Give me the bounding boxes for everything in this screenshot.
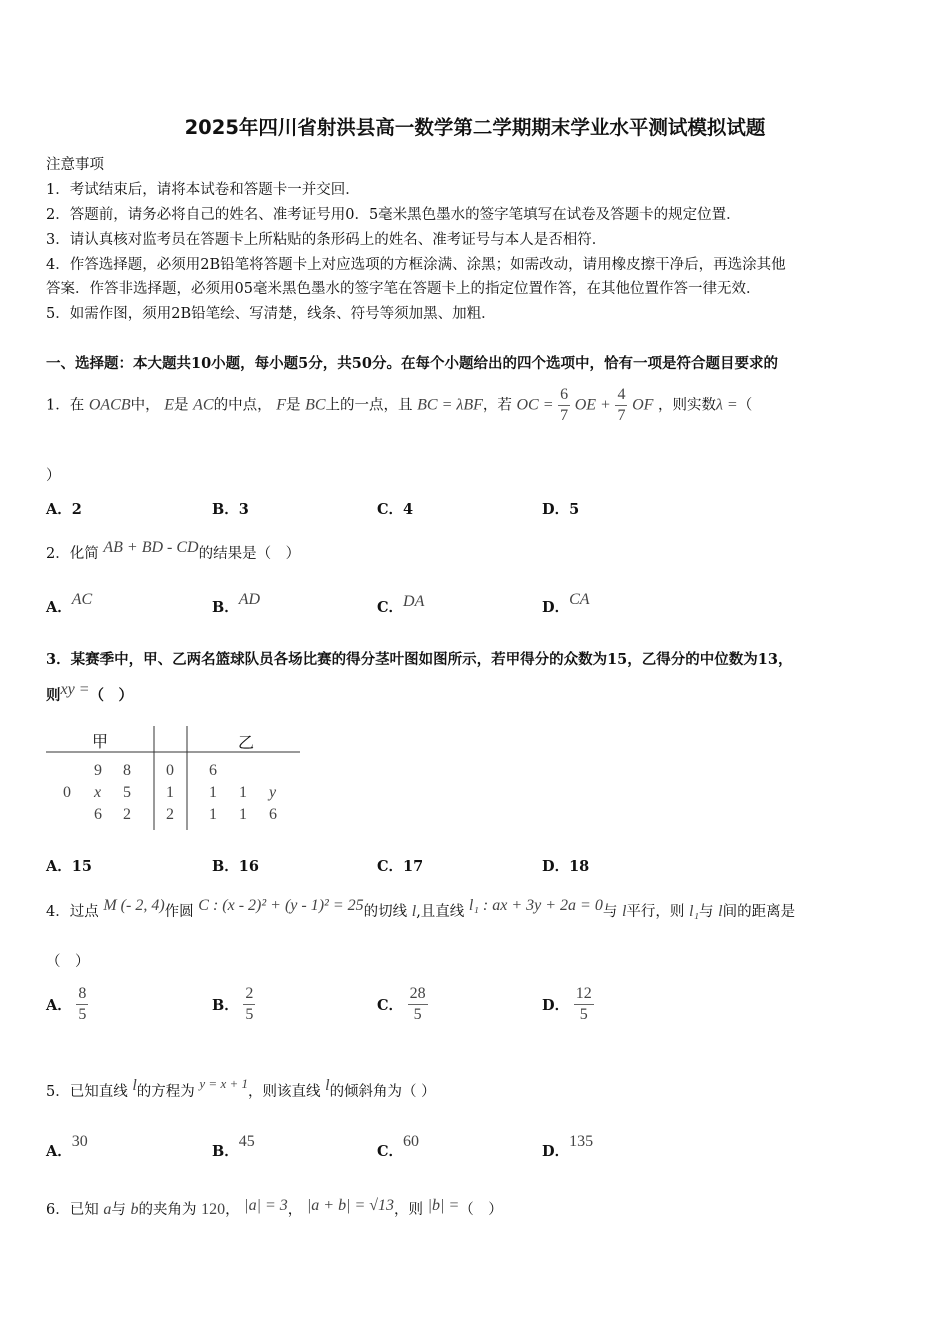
leaf: 0 — [63, 784, 71, 801]
header-jia: 甲 — [92, 732, 109, 751]
leaf: 5 — [123, 784, 131, 801]
fraction-6-7: $\frac{6}{7}$ — [560, 386, 569, 424]
question-3-cont: 则xy =（ ） — [46, 681, 133, 704]
note-item: 1．考试结束后，请将本试卷和答题卡一并交回． — [46, 182, 360, 198]
q1-option-a[interactable]: A．2 — [46, 501, 82, 518]
q5-option-c[interactable]: C．60 — [377, 1133, 420, 1160]
question-6: 6．已知 a与 b的夹角为 120， |a| = 3， |a + b| = √13，则 |b| =（ ） — [46, 1197, 503, 1218]
stem: 0 — [166, 762, 174, 779]
note-item: 答案．作答非选择题，必须用05毫米黑色墨水的签字笔在答题卡上的指定位置作答，在其他位置作答一律无效． — [46, 281, 761, 297]
question-1: 1．在 OACB中， E是 AC的中点， F是 BC上的一点，且 BC = λBF，若 OC = $\frac{6}{7}$ OE + $\frac{4}{7}$ OF ，则实数λ =（ — [46, 386, 753, 424]
stem: 2 — [166, 806, 174, 823]
section-heading: 一、选择题：本大题共10小题，每小题5分，共50分。在每个小题给出的四个选项中，恰有一项是符合题目要求的 — [46, 355, 778, 372]
leaf: 1 — [239, 806, 247, 823]
q1-option-c[interactable]: C．4 — [377, 501, 414, 518]
question-3: 3．某赛季中，甲、乙两名篮球队员各场比赛的得分茎叶图如图所示，若甲得分的众数为15，乙得分的中位数为13， — [46, 651, 793, 668]
q4-option-b[interactable]: B． $\frac{2}{5}$ — [212, 985, 254, 1023]
question-2: 2．化简 AB + BD - CD的结果是（ ） — [46, 539, 301, 562]
question-4: 4．过点 M (- 2, 4)作圆 C : (x - 2)² + (y - 1)² = 25的切线 l,且直线 l₁ : ax + 3y + 2a = 0与 l平行，则 l₁与 l间的距离是 — [46, 897, 796, 920]
note-item: 4．作答选择题，必须用2B铅笔将答题卡上对应选项的方框涂满、涂黑；如需改动，请用橡皮擦干净后，再选涂其他 — [46, 257, 786, 273]
leaf: 8 — [123, 762, 131, 779]
note-item: 5．如需作图，须用2B铅笔绘、写清楚，线条、符号等须加黑、加粗． — [46, 306, 496, 322]
q2-option-b[interactable]: B．AD — [212, 591, 261, 616]
leaf-x: x — [94, 784, 102, 801]
leaf: 1 — [209, 784, 217, 801]
q5-option-a[interactable]: A．30 — [46, 1133, 88, 1160]
note-item: 2．答题前，请务必将自己的姓名、准考证号用0．5毫米黑色墨水的签字笔填写在试卷及答题卡的规定位置． — [46, 207, 741, 223]
header-yi: 乙 — [238, 733, 255, 752]
q1-option-d[interactable]: D．5 — [542, 501, 580, 518]
q1-option-b[interactable]: B．3 — [212, 501, 249, 518]
q2-option-a[interactable]: A．AC — [46, 591, 93, 616]
q3-option-c[interactable]: C．17 — [377, 858, 424, 875]
q3-option-a[interactable]: A．15 — [46, 858, 92, 875]
q1-close-paren: ） — [46, 468, 61, 484]
page-title: 2025年四川省射洪县高一数学第二学期期末学业水平测试模拟试题 — [184, 116, 766, 139]
q4-option-d[interactable]: D． $\frac{12}{5}$ — [542, 985, 592, 1023]
note-item: 3．请认真核对监考员在答题卡上所粘贴的条形码上的姓名、准考证号与本人是否相符． — [46, 232, 607, 248]
q2-option-c[interactable]: C．DA — [377, 593, 425, 616]
q1-number: 1． — [46, 397, 70, 414]
stem: 1 — [166, 784, 174, 801]
leaf: 1 — [239, 784, 247, 801]
leaf: 2 — [123, 806, 131, 823]
q3-option-b[interactable]: B．16 — [212, 858, 259, 875]
q4-option-a[interactable]: A． $\frac{8}{5}$ — [46, 985, 87, 1023]
q5-option-b[interactable]: B．45 — [212, 1133, 255, 1160]
q3-option-d[interactable]: D．18 — [542, 858, 590, 875]
leaf-y: y — [269, 784, 277, 801]
leaf: 6 — [269, 806, 277, 823]
stem-leaf-plot — [46, 726, 300, 830]
leaf: 6 — [209, 762, 217, 779]
leaf: 6 — [94, 806, 102, 823]
fraction-4-7: $\frac{4}{7}$ — [617, 386, 626, 424]
q4-option-c[interactable]: C． $\frac{28}{5}$ — [377, 985, 426, 1023]
question-5: 5．已知直线 l的方程为 y = x + 1，则该直线 l的倾斜角为（ ） — [46, 1076, 436, 1100]
leaf: 9 — [94, 762, 102, 779]
notes-heading: 注意事项 — [46, 157, 104, 173]
leaf: 1 — [209, 806, 217, 823]
q4-paren: （ ） — [46, 954, 90, 970]
q2-option-d[interactable]: D．CA — [542, 591, 590, 616]
q5-option-d[interactable]: D．135 — [542, 1133, 594, 1160]
